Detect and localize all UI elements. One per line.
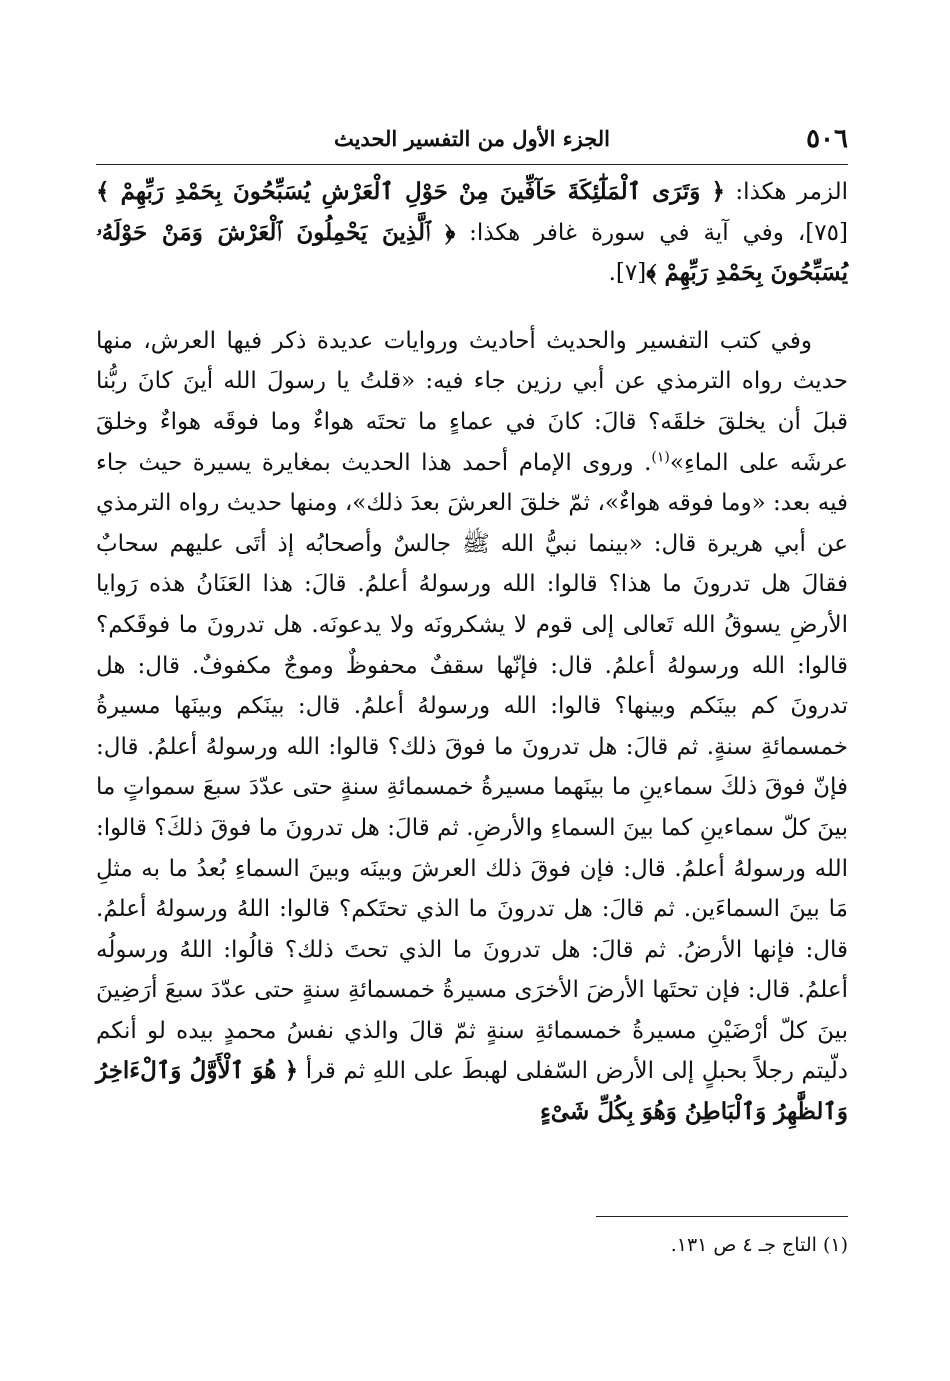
footnote: (١) التاج جـ ٤ ص ١٣١. (670, 1234, 848, 1256)
text-run: الزمر هكذا: (725, 179, 849, 205)
footnote-reference[interactable]: (١) (651, 448, 670, 465)
quran-verse: ﴿ هُوَ ٱلْأَوَّلُ وَٱلْءَاخِرُ وَٱلظَّٰهِرُ وَٱلْبَاطِنُ وَهُوَ بِكُلِّ شَىْءٍ (96, 1057, 848, 1126)
header-divider (96, 164, 848, 165)
text-run: [٧٥]، وفي آية في سورة غافر هكذا: (455, 219, 848, 246)
text-run: وفي كتب التفسير والحديث أحاديث وروايات عديدة ذكر فيها العرش، منها حديث رواه الترمذي عن أبي رزين جاء فيه: «قلتُ يا رسولَ الله أينَ كانَ ربُّنا قبلَ أن يخلقَ خلقَه؟ قالَ: كانَ في عماءٍ ما تحتَه هواءٌ وما فوقَه هواءٌ وخلقَ عرشَه على الماءِ» (96, 327, 848, 476)
text-run: [٧]. (608, 260, 647, 287)
main-text (96, 172, 848, 1133)
text-run: . وروى الإمام أحمد هذا الحديث بمغايرة يسيرة حيث جاء فيه بعد: «وما فوقه هواءٌ»، ثمّ خلقَ العرشَ بعدَ ذلك»، ومنها حديث رواه الترمذي عن أبي هريرة قال: «بينما نبيُّ الله ﷺ جالسٌ وأصحابُه إذ أتَى عليهم سحابٌ فقالَ هل تدرونَ ما هذا؟ قالوا: الله ورسولهُ أعلمُ. قالَ: هذا العَنَانُ هذه رَوايا الأرضِ يسوقُ الله تَعالى إلى قوم لا يشكرونَه ولا يدعونَه. هل تدرونَ ما فوقَكم؟ قالوا: الله ورسولهُ أعلمُ. قال: فإنّها سقفٌ محفوظٌ وموجٌ مكفوفٌ. قال: هل تدرونَ كم بينَكم وبينها؟ قالوا: الله ورسولهُ أعلمُ. قال: بينَكم وبينَها مسيرةُ خمسمائةِ سنةٍ. ثم قالَ: هل تدرونَ ما فوقَ ذلك؟ قالوا: الله ورسولهُ أعلمُ. قال: فإنّ فوقَ ذلكَ سماءينِ ما بينَهما مسيرةُ خمسمائةِ سنةٍ حتى عدّدَ سبعَ سمواتٍ ما بينَ كلّ سماءينِ كما بينَ السماءِ والأرضِ. ثم قالَ: هل تدرونَ ما فوقَ ذلكَ؟ قالوا: الله ورسولهُ أعلمُ. قال: فإن فوقَ ذلك العرشَ وبينَه وبينَ السماءِ بُعدُ ما به مثلِ مَا بينَ السماءَين. ثم قالَ: هل تدرونَ ما الذي تحتَكم؟ قالوا: اللهُ ورسولهُ أعلمُ. قال: فإنها الأرضُ. ثم قالَ: هل تدرونَ ما الذي تحتَ ذلك؟ قالُوا: اللهُ ورسولُه أعلمُ. قال: فإن تحتَها الأرضَ الأخرَى مسيرةُ خمسمائةِ سنةٍ حتى عدّدَ سبعَ أرَضِينَ بينَ كلّ أرْضَيْنِ مسيرةُ خمسمائةِ سنةٍ ثمّ قالَ والذي نفسُ محمدٍ بيده لو أنكم دلّيتم رجلاً بحبلٍ إلى الأرض السّفلى لهبطَ على اللهِ ثم قرأ (96, 449, 848, 1085)
paragraph-1 (96, 172, 848, 294)
quran-verse: ﴿ ٱلَّذِينَ يَحْمِلُونَ ٱلْعَرْشَ وَمَنْ حَوْلَهُۥ يُسَبِّحُونَ بِحَمْدِ رَبِّهِمْ ﴾ (96, 218, 848, 287)
paragraph-2 (96, 321, 848, 1133)
footnote-divider (596, 1216, 848, 1217)
page-number: ٥٠٦ (806, 124, 848, 154)
quran-verse: ﴿ وَتَرَى ٱلْمَلَٰٓئِكَةَ حَآفِّينَ مِنْ حَوْلِ ٱلْعَرْشِ يُسَبِّحُونَ بِحَمْدِ رَبِّهِمْ ﴾ (96, 178, 725, 205)
page-header (96, 124, 848, 158)
running-title: الجزء الأول من التفسير الحديث (333, 126, 611, 151)
